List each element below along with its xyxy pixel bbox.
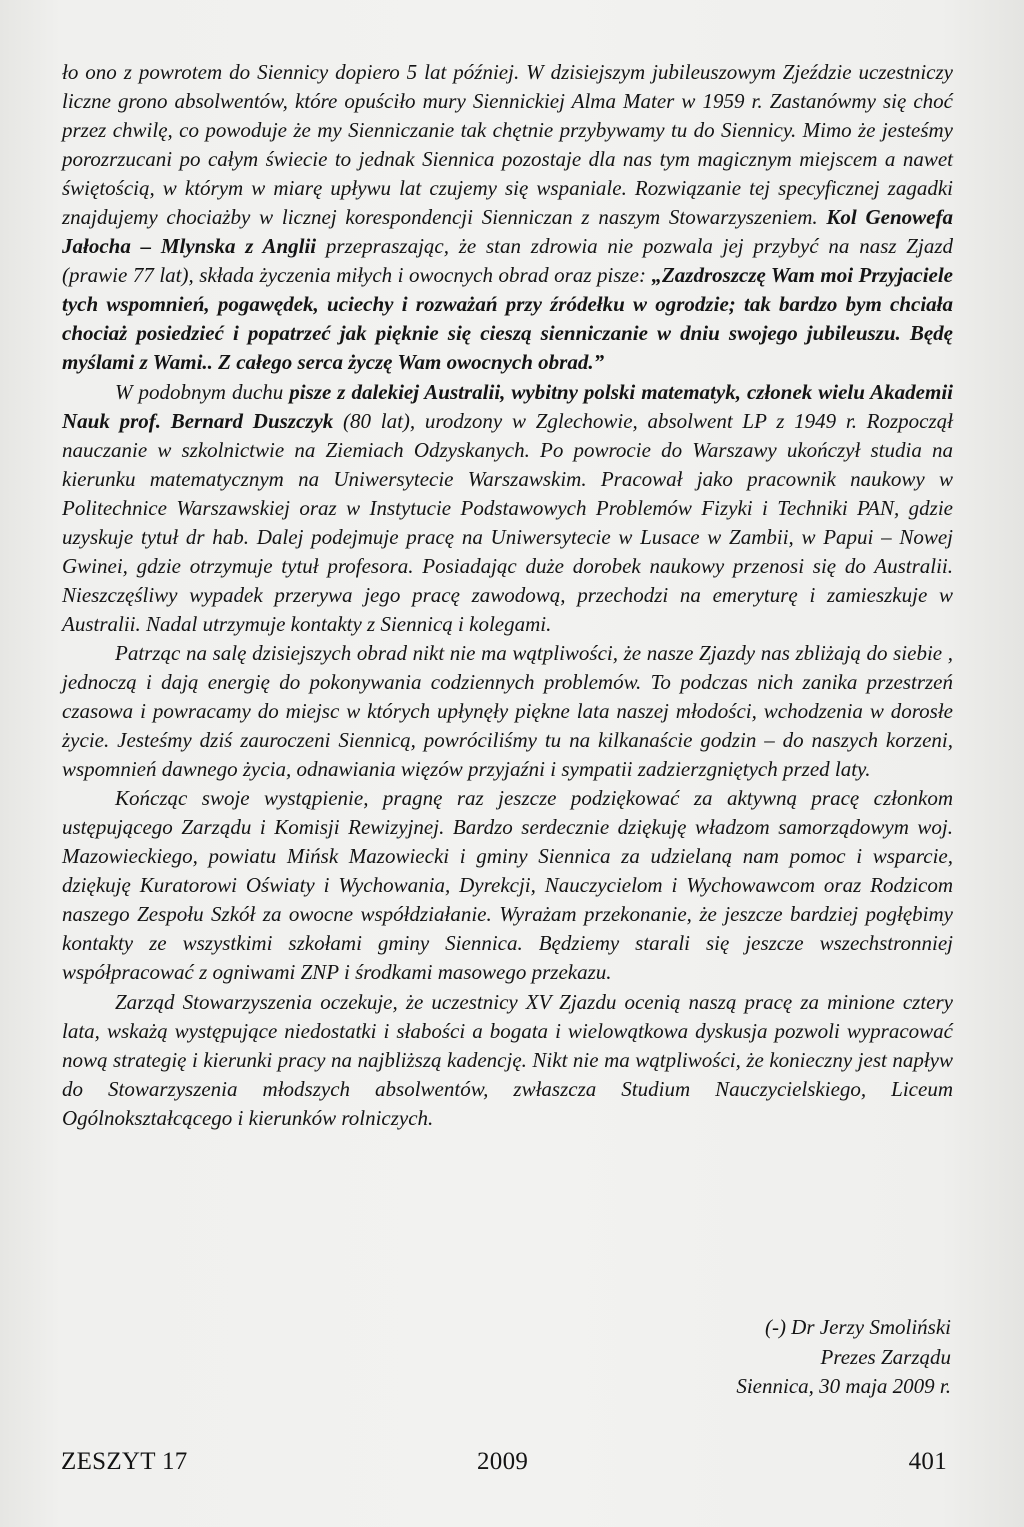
text-run: Kończąc swoje wystąpienie, pragnę raz jeszcze podziękować za aktywną pracę członkom ustępującego Zarządu i Komisji Rewizyjnej. Bardzo serdecznie dziękuję władzom samorządowym woj. Mazowieckiego, powiatu Mińsk Mazowiecki i gminy Siennica za udzielaną nam pomoc i wsparcie, dziękuję Kuratorowi Oświaty i Wychowania, Dyrekcji, Nauczycielom i Wychowawcom oraz Rodzicom naszego Zespołu Szkół za owocne współdziałanie. Wyrażam przekonanie, że jeszcze bardziej pogłębimy kontakty ze wszystkimi szkołami gminy Siennica. Będziemy starali się jeszcze wszechstronniej współpracować z ogniwami ZNP i środkami masowego przekazu. (62, 786, 953, 985)
signature-role: Prezes Zarządu (820, 1344, 951, 1369)
text-run: W podobnym duchu (115, 379, 290, 404)
text-run: przepraszając, że stan zdrowia nie pozwala jej przybyć na nasz Zjazd (prawie 77 lat), składa życzenia miłych i owocnych obrad oraz pisze: (62, 234, 953, 288)
signature-block (736, 1313, 951, 1402)
bold-text-run: Kol Genowefa Jałocha – Mlynska z Anglii (62, 205, 953, 259)
body-text (62, 58, 953, 1133)
paragraph-2 (62, 378, 953, 639)
text-run: Patrząc na salę dzisiejszych obrad nikt nie ma wątpliwości, że nasze Zjazdy nas zbliżają do siebie , jednoczą i dają energię do pokonywania codziennych problemów. To podczas nich zanika przestrzeń czasowa i powracamy do miejsc w których upłynęły piękne lata naszej młodości, wchodzenia w dorosłe życie. Jesteśmy dziś zauroczeni Siennicą, powróciliśmy tu na kilkanaście godzin – do naszych korzeni, wspomnień dawnego życia, odnawiania więzów przyjaźni i sympatii zadzierzgniętych przed laty. (62, 640, 953, 782)
journal-issue: ZESZYT 17 (61, 1448, 188, 1475)
publication-year: 2009 (477, 1448, 529, 1475)
text-run: Zarząd Stowarzyszenia oczekuje, że uczestnicy XV Zjazdu ocenią naszą pracę za minione cztery lata, wskażą występujące niedostatki i słabości a bogata i wielowątkowa dyskusja pozwoli wypracować nową strategię i kierunki pracy na najbliższą kadencję. Nikt nie ma wątpliwości, że konieczny jest napływ do Stowarzyszenia młodszych absolwentów, zwłaszcza Studium Nauczycielskiego, Liceum Ogólnokształcącego i kierunków rolniczych. (62, 989, 953, 1130)
signature-name: (-) Dr Jerzy Smoliński (764, 1315, 951, 1339)
paragraph-1 (62, 58, 953, 378)
page-number: 401 (908, 1448, 947, 1475)
bold-text-run: „Zazdroszczę Wam moi Przyjaciele tych wspomnień, pogawędek, uciechy i rozważań przy źródełku w ogrodzie; tak bardzo bym chciała chociaż posiedzieć i popatrzeć jak pięknie się cieszą sienniczanie w dniu swojego jubileuszu. Będę myślami z Wami.. Z całego serca życzę Wam owocnych obrad.” (62, 263, 954, 375)
page-footer (0, 1448, 1024, 1484)
text-run: ło ono z powrotem do Siennicy dopiero 5 lat później. W dzisiejszym jubileuszowym Zjeździe uczestniczy liczne grono absolwentów, które opuściło mury Siennickiej Alma Mater w 1959 r. Zastanówmy się choć przez chwilę, co powoduje że my Sienniczanie tak chętnie przybywamy tu do Siennicy. Mimo że jesteśmy porozrzucani po całym świecie to jednak Siennica pozostaje dla nas tym magicznym miejscem a nawet świętością, w którym w miarę upływu lat czujemy się wspaniale. Rozwiązanie tej specyficznej zagadki znajdujemy chociażby w licznej korespondencji Sienniczan z naszym Stowarzyszeniem. (62, 60, 953, 230)
bold-text-run: pisze z dalekiej Australii, wybitny polski matematyk, członek wielu Akademii Nauk prof. Bernard Duszczyk (62, 379, 953, 433)
text-run: (80 lat), urodzony w Zglechowie, absolwent LP z 1949 r. Rozpoczął nauczanie w szkolnictwie na Ziemiach Odzyskanych. Po powrocie do Warszawy ukończył studia na kierunku matematycznym na Uniwersytecie Warszawskim. Pracował jako pracownik naukowy w Politechnice Warszawskiej oraz w Instytucie Podstawowych Problemów Fizyki i Techniki PAN, gdzie uzyskuje tytuł dr hab. Dalej podejmuje pracę na Uniwersytecie w Lusace w Zambii, w Papui – Nowej Gwinei, gdzie otrzymuje tytuł profesora. Posiadając duże dorobek naukowy przenosi się do Australii. Nieszczęśliwy wypadek przerywa jego pracę zawodową, przechodzi na emeryturę i zamieszkuje w Australii. Nadal utrzymuje kontakty z Siennicą i kolegami. (62, 408, 953, 636)
signature-place-date: Siennica, 30 maja 2009 r. (736, 1374, 951, 1398)
paragraph-4 (62, 784, 953, 987)
paragraph-3 (62, 639, 953, 784)
paragraph-5 (62, 988, 953, 1133)
